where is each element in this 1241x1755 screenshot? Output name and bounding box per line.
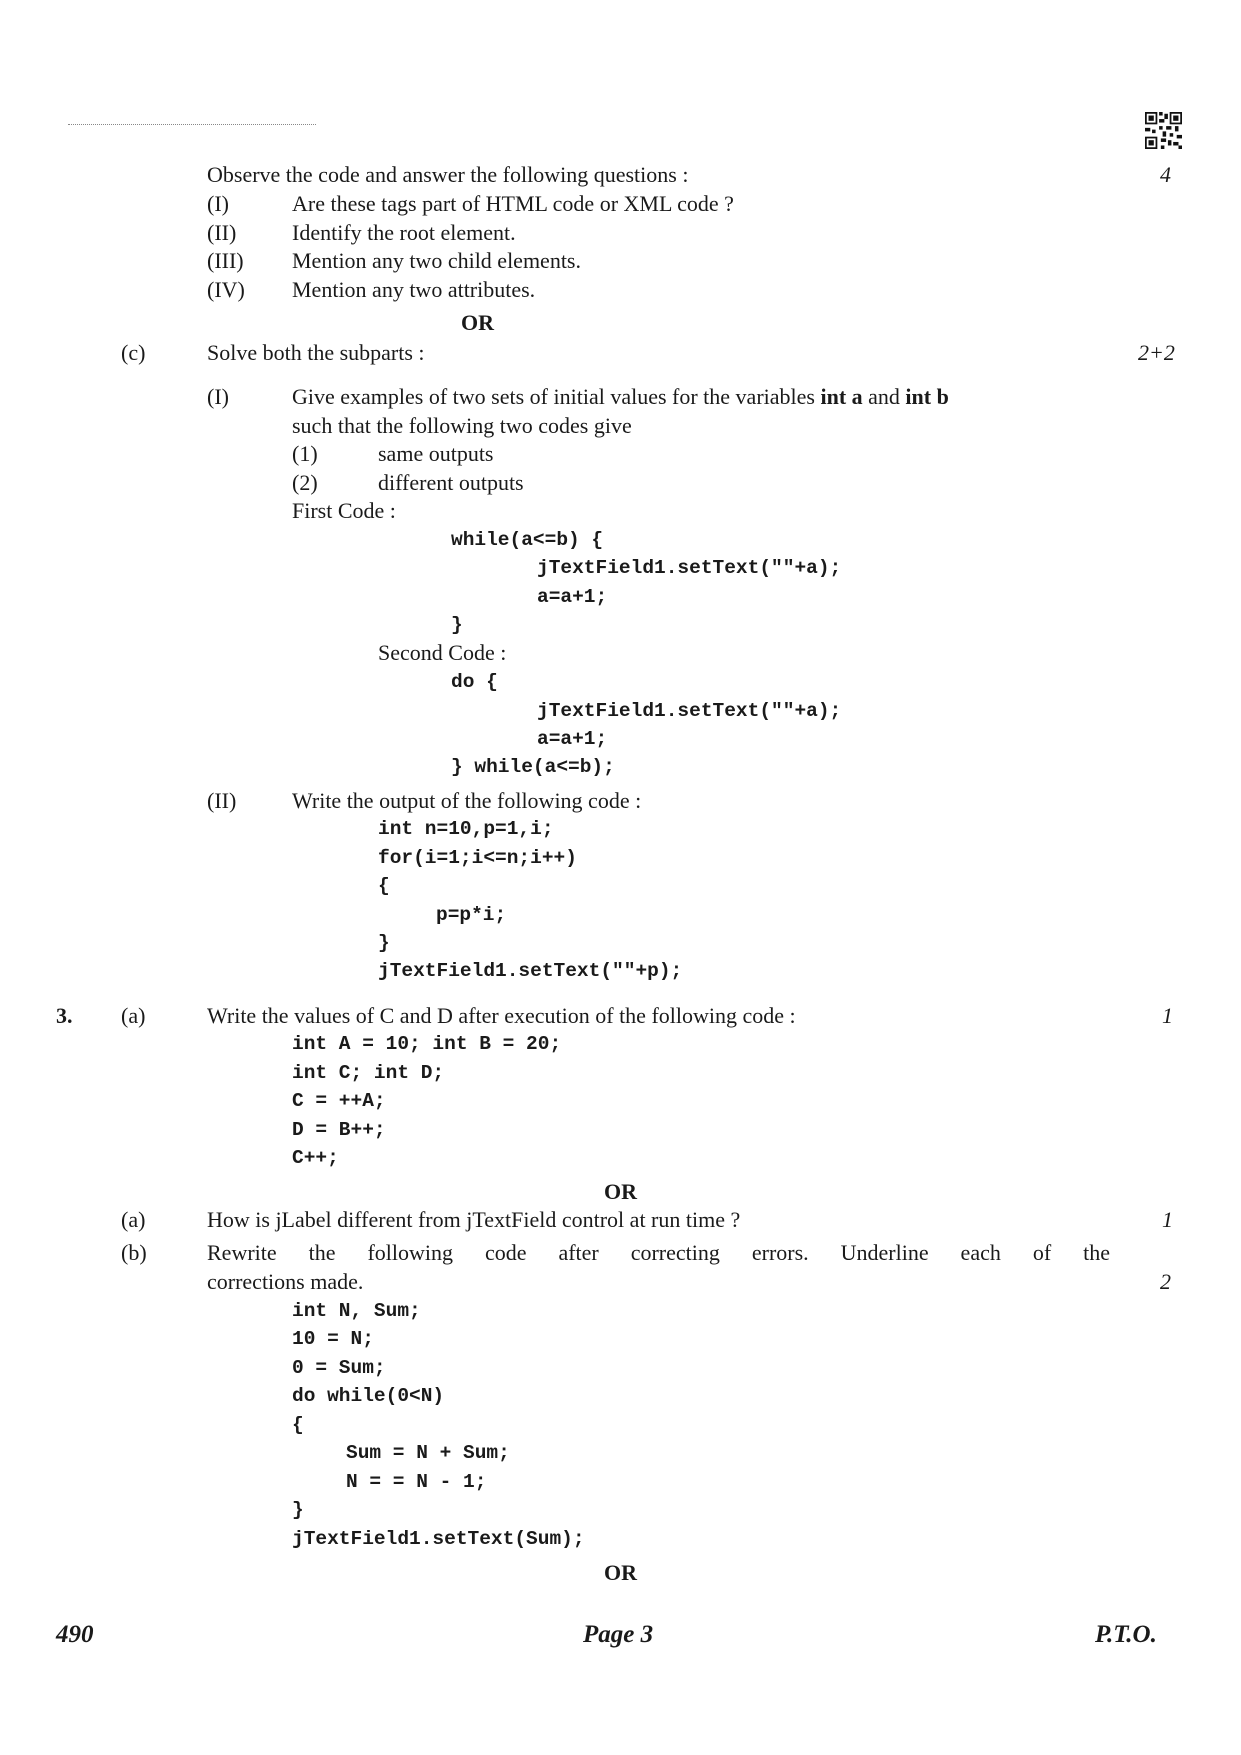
code-line: p=p*i; xyxy=(436,904,507,926)
code-line: N = = N - 1; xyxy=(346,1471,487,1493)
code-line: int n=10,p=1,i; xyxy=(378,818,554,840)
page-number: Page 3 xyxy=(583,1621,654,1648)
q3-b-label: (b) xyxy=(121,1240,147,1265)
code-line: a=a+1; xyxy=(537,728,608,750)
header-rule xyxy=(68,124,316,125)
code-line: } xyxy=(292,1499,304,1521)
code-line: D = B++; xyxy=(292,1119,386,1141)
code-line: { xyxy=(292,1414,304,1436)
first-code-label: First Code : xyxy=(292,498,396,523)
block1-item-num: (IV) xyxy=(207,277,245,302)
part-c-I-line2: such that the following two codes give xyxy=(292,413,632,438)
or-separator: OR xyxy=(461,310,494,335)
question-number: 3. xyxy=(56,1003,73,1028)
code-line: do while(0<N) xyxy=(292,1385,445,1407)
or-separator: OR xyxy=(604,1560,637,1585)
code-line: int C; int D; xyxy=(292,1062,445,1084)
q3-a2-marks: 1 xyxy=(1162,1207,1173,1232)
block1-item-num: (II) xyxy=(207,220,237,245)
block1-marks: 4 xyxy=(1160,162,1171,187)
q3-a-marks: 1 xyxy=(1162,1003,1173,1028)
code-line: 0 = Sum; xyxy=(292,1357,386,1379)
sub-item-num: (2) xyxy=(292,470,318,495)
pto-label: P.T.O. xyxy=(1095,1621,1157,1648)
part-c-label: (c) xyxy=(121,340,146,365)
block1-item-num: (I) xyxy=(207,191,229,216)
code-line: int A = 10; int B = 20; xyxy=(292,1033,562,1055)
code-line: Sum = N + Sum; xyxy=(346,1442,510,1464)
sub-item-text: same outputs xyxy=(378,441,494,466)
part-c-II-text: Write the output of the following code : xyxy=(292,788,642,813)
code-line: { xyxy=(378,875,390,897)
block1-item-text: Identify the root element. xyxy=(292,220,516,245)
code-line: jTextField1.setText(""+p); xyxy=(378,960,683,982)
or-separator: OR xyxy=(604,1179,637,1204)
sub-item-num: (1) xyxy=(292,441,318,466)
code-line: jTextField1.setText(""+a); xyxy=(537,557,842,579)
code-line: int N, Sum; xyxy=(292,1300,421,1322)
code-line: C = ++A; xyxy=(292,1090,386,1112)
part-c-I-line1: Give examples of two sets of initial values for the variables int a and int b xyxy=(292,384,949,409)
qr-code-icon xyxy=(1145,112,1182,149)
code-line: for(i=1;i<=n;i++) xyxy=(378,847,577,869)
q3-a2-text: How is jLabel different from jTextField control at run time ? xyxy=(207,1207,741,1232)
second-code-label: Second Code : xyxy=(378,640,507,665)
code-line: } while(a<=b); xyxy=(451,756,615,778)
code-line: a=a+1; xyxy=(537,586,608,608)
code-line: do { xyxy=(451,671,498,693)
code-line: 10 = N; xyxy=(292,1328,374,1350)
part-c-text: Solve both the subparts : xyxy=(207,340,425,365)
q3-a-label: (a) xyxy=(121,1003,146,1028)
q3-b-line2: corrections made. xyxy=(207,1269,364,1294)
code-line: } xyxy=(451,614,463,636)
q3-a2-label: (a) xyxy=(121,1207,146,1232)
part-c-marks: 2+2 xyxy=(1138,340,1175,365)
code-line: jTextField1.setText(Sum); xyxy=(292,1528,585,1550)
block1-item-text: Mention any two child elements. xyxy=(292,248,581,273)
code-line: while(a<=b) { xyxy=(451,529,604,551)
q3-b-line1: Rewrite the following code after correcting errors. Underline each of the xyxy=(207,1240,1110,1265)
sub-item-text: different outputs xyxy=(378,470,524,495)
paper-code: 490 xyxy=(56,1621,94,1648)
part-c-I-num: (I) xyxy=(207,384,229,409)
block1-item-text: Are these tags part of HTML code or XML code ? xyxy=(292,191,734,216)
code-line: jTextField1.setText(""+a); xyxy=(537,700,842,722)
q3-a-text: Write the values of C and D after execution of the following code : xyxy=(207,1003,796,1028)
block1-intro: Observe the code and answer the following questions : xyxy=(207,162,689,187)
block1-item-num: (III) xyxy=(207,248,244,273)
q3-b-marks: 2 xyxy=(1160,1269,1171,1294)
code-line: } xyxy=(378,932,390,954)
part-c-II-num: (II) xyxy=(207,788,237,813)
block1-item-text: Mention any two attributes. xyxy=(292,277,536,302)
code-line: C++; xyxy=(292,1147,339,1169)
